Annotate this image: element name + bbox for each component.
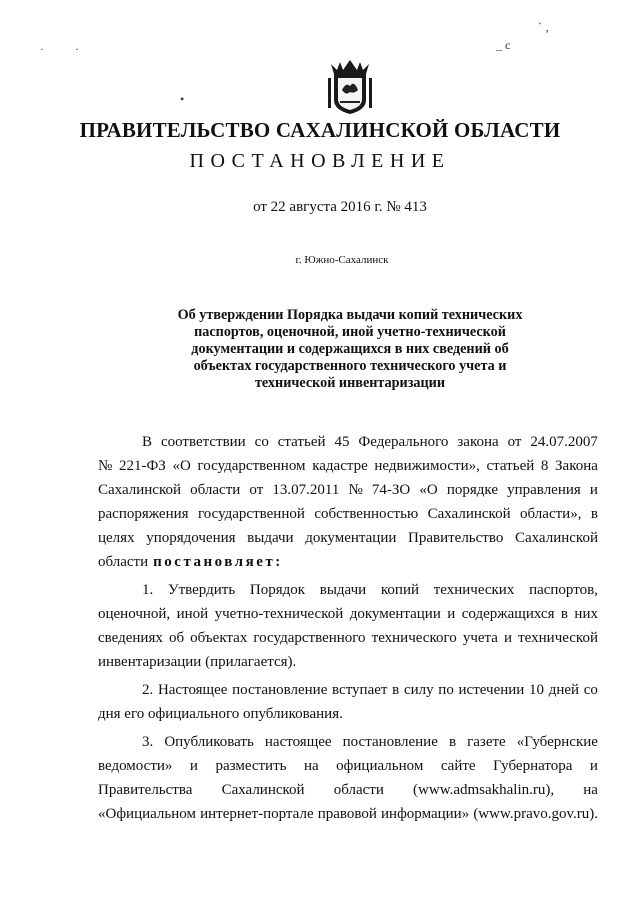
body-line [98, 754, 598, 778]
item-3-paragraph [98, 730, 598, 826]
word: правовой [317, 806, 377, 822]
word: Правительство [408, 530, 504, 546]
word: Опубликовать [164, 734, 254, 750]
word: Сахалинской [98, 482, 182, 498]
word: «О [172, 458, 191, 474]
word: статьей [277, 434, 326, 450]
body-line [98, 650, 598, 674]
word: области», [520, 506, 582, 522]
scan-mark: · [75, 42, 79, 56]
word: целях [98, 530, 135, 546]
word: сведениях [98, 630, 163, 646]
word: учетно-технической [214, 606, 344, 622]
word: 2. [142, 682, 154, 698]
body-line [98, 526, 598, 550]
item-1-paragraph [98, 578, 598, 674]
word: интернет-портале [200, 806, 314, 822]
word: «Официальном [98, 806, 196, 822]
coat-of-arms-emblem [328, 60, 372, 116]
word: в [392, 682, 400, 698]
body-line [98, 454, 598, 478]
word: (www.pravo.gov.ru). [473, 806, 598, 822]
word: паспортов, [529, 582, 598, 598]
word: от [249, 482, 264, 498]
word: газете [467, 734, 506, 750]
body-line [98, 550, 598, 574]
word: распоряжения [98, 506, 189, 522]
word: постановление [232, 682, 328, 698]
word: 10 [529, 682, 545, 698]
word: упорядочения [146, 530, 236, 546]
word: области [190, 482, 241, 498]
word: технической [518, 630, 598, 646]
city-name: г. Южно-Сахалинск [295, 254, 389, 266]
word: документации [349, 606, 441, 622]
word: выдачи [247, 530, 294, 546]
word: Сахалинской [514, 530, 598, 546]
document-date-number: от 22 августа 2016 г. № 413 [253, 199, 427, 215]
subject-line: Об утверждении Порядка выдачи копий технических [177, 307, 523, 323]
body-line [98, 802, 598, 826]
word: и [447, 606, 456, 622]
word: «Губернские [516, 734, 598, 750]
body-line [98, 502, 598, 526]
word: со [254, 434, 269, 450]
word: (www.admsakhalin.ru), [413, 782, 555, 798]
word: на [583, 782, 598, 798]
scan-mark: ` ‚ [538, 20, 549, 34]
word: в [448, 734, 457, 750]
preamble-paragraph [98, 430, 598, 574]
word: «О [419, 482, 438, 498]
body-line [98, 602, 598, 626]
word: Настоящее [157, 682, 228, 698]
word: государственной [197, 506, 305, 522]
word: 3. [142, 734, 154, 750]
word: 1. [142, 582, 154, 598]
word: Губернатора [493, 758, 573, 774]
word: 13.07.2011 [272, 482, 340, 498]
word: ведомости» [98, 758, 173, 774]
scan-mark: _ c [496, 38, 511, 52]
word: официальном [336, 758, 424, 774]
word: вступает [332, 682, 388, 698]
word: и [589, 758, 598, 774]
word: сайте [440, 758, 476, 774]
word: порядке [446, 482, 498, 498]
word: Порядок [249, 582, 306, 598]
word: Сахалинской [221, 782, 305, 798]
body-text: дня его официального опубликования. [98, 706, 343, 722]
word: Сахалинской [427, 506, 511, 522]
word: оценочной, [98, 606, 171, 622]
government-title: ПРАВИТЕЛЬСТВО САХАЛИНСКОЙ ОБЛАСТИ [79, 118, 561, 142]
word: выдачи [319, 582, 367, 598]
word: документации [305, 530, 397, 546]
word: учета [462, 630, 498, 646]
subject-line: объектах государственного технического учета и [193, 358, 507, 374]
item-2-paragraph [98, 678, 598, 726]
word: Правительства [98, 782, 193, 798]
word: 45 [334, 434, 350, 450]
word: 74-ЗО [371, 482, 411, 498]
body-line [98, 478, 598, 502]
word: управления [507, 482, 581, 498]
document-subject [140, 307, 560, 392]
subject-line: паспортов, оценочной, иной учетно-технической [194, 324, 506, 340]
word: Утвердить [167, 582, 236, 598]
word: в [590, 506, 598, 522]
word: собственностью [314, 506, 419, 522]
word: иной [176, 606, 209, 622]
word: Закона [555, 458, 598, 474]
body-text: области [98, 554, 149, 570]
subject-line: документации и содержащихся в них сведений об [191, 341, 509, 357]
word: копий [380, 582, 419, 598]
decree-keyword: постановляет: [153, 554, 283, 570]
body-line [98, 578, 598, 602]
body-line [98, 702, 598, 726]
word: № [348, 482, 363, 498]
body-line [98, 678, 598, 702]
scan-mark: • [180, 92, 185, 106]
body-line [98, 778, 598, 802]
word: содержащихся [461, 606, 555, 622]
word: соответствии [160, 434, 246, 450]
word: и [189, 758, 198, 774]
word: от [507, 434, 522, 450]
word: постановление [342, 734, 438, 750]
word: в [560, 606, 568, 622]
subject-line: технической инвентаризации [254, 375, 446, 391]
word: на [303, 758, 319, 774]
document-type: ПОСТАНОВЛЕНИЕ [189, 150, 451, 172]
word: истечении [458, 682, 525, 698]
word: со [583, 682, 598, 698]
word: статьей [486, 458, 535, 474]
word: по [438, 682, 454, 698]
word: кадастре [312, 458, 368, 474]
word: государственном [197, 458, 306, 474]
word: технических [433, 582, 515, 598]
body-line [98, 430, 598, 454]
word: В [142, 434, 153, 450]
body-text: инвентаризации (прилагается). [98, 654, 297, 670]
word: разместить [215, 758, 287, 774]
word: технического [371, 630, 457, 646]
word: и [589, 482, 598, 498]
word: 221-ФЗ [118, 458, 166, 474]
word: области [333, 782, 384, 798]
word: них [574, 606, 598, 622]
word: информации» [381, 806, 470, 822]
word: силу [403, 682, 434, 698]
word: № [98, 458, 113, 474]
word: объектах [190, 630, 248, 646]
word: об [168, 630, 185, 646]
body-line [98, 626, 598, 650]
word: 24.07.2007 [530, 434, 598, 450]
word: настоящее [264, 734, 332, 750]
word: дней [548, 682, 580, 698]
word: закона [457, 434, 499, 450]
word: и [504, 630, 513, 646]
word: 8 [540, 458, 549, 474]
word: государственного [253, 630, 366, 646]
word: недвижимости», [374, 458, 480, 474]
word: Федерального [358, 434, 449, 450]
document-body [98, 430, 598, 826]
scan-mark: · [40, 42, 44, 56]
body-line [98, 730, 598, 754]
